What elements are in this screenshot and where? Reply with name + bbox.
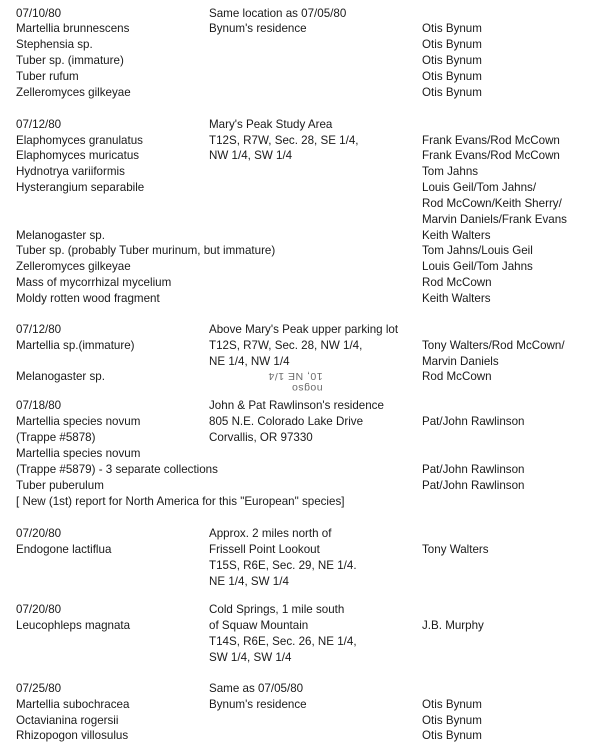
collector-text: Tom Jahns/Louis Geil [422,244,533,257]
doc-line [0,291,591,307]
doc-line [0,322,591,338]
date-or-species-text: 07/10/80 [16,7,62,20]
location-text: T15S, R6E, Sec. 29, NE 1/4. [209,559,357,572]
doc-line [0,21,591,37]
location-text: NW 1/4, SW 1/4 [209,149,293,162]
collector-text: Rod McCown [422,370,492,383]
doc-line [0,446,591,462]
location-text: Frissell Point Lookout [209,543,320,556]
location-text: T14S, R6E, Sec. 26, NE 1/4, [209,635,357,648]
doc-line [0,602,591,618]
doc-line [0,243,591,259]
date-or-species-text: Endogone lactiflua [16,543,112,556]
doc-line [0,478,591,494]
collector-text: Otis Bynum [422,22,482,35]
date-or-species-text: Melanogaster sp. [16,370,105,383]
collector-text: J.B. Murphy [422,619,484,632]
date-or-species-text: Martellia brunnescens [16,22,130,35]
doc-line [0,69,591,85]
date-or-species-text: Tuber rufum [16,70,79,83]
location-text: T12S, R7W, Sec. 28, NW 1/4, [209,339,363,352]
doc-line [0,354,591,370]
doc-line [0,275,591,291]
doc-line [0,6,591,22]
doc-line [0,728,591,744]
date-or-species-text: 07/20/80 [16,527,62,540]
collector-text: Otis Bynum [422,70,482,83]
collector-text: Louis Geil/Tom Jahns/ [422,181,537,194]
collector-text: Otis Bynum [422,729,482,742]
location-text: of Squaw Mountain [209,619,309,632]
doc-line [0,430,591,446]
doc-line [0,228,591,244]
doc-line [0,196,591,212]
location-text: Same location as 07/05/80 [209,7,347,20]
doc-line [0,398,591,414]
date-or-species-text: Elaphomyces granulatus [16,134,143,147]
date-or-species-text: Tuber sp. (probably Tuber murinum, but immature) [16,244,276,257]
location-text: Bynum's residence [209,22,307,35]
doc-line [0,414,591,430]
date-or-species-text: [ New (1st) report for North America for this "European" species] [16,495,345,508]
collector-text: Tony Walters [422,543,489,556]
date-or-species-text: 07/20/80 [16,603,62,616]
date-or-species-text: 07/12/80 [16,118,62,131]
location-text: John & Pat Rawlinson's residence [209,399,384,412]
doc-line [0,542,591,558]
doc-line [0,117,591,133]
collector-text: Otis Bynum [422,86,482,99]
doc-line [0,148,591,164]
doc-line [0,53,591,69]
date-or-species-text: Leucophleps magnata [16,619,131,632]
doc-line [0,650,591,666]
collector-text: Otis Bynum [422,698,482,711]
collector-text: Marvin Daniels/Frank Evans [422,213,567,226]
location-text: Corvallis, OR 97330 [209,431,313,444]
doc-line [0,526,591,542]
doc-line [0,133,591,149]
doc-line [0,697,591,713]
location-text: T12S, R7W, Sec. 28, SE 1/4, [209,134,359,147]
location-text: NE 1/4, NW 1/4 [209,355,290,368]
collector-text: Keith Walters [422,229,491,242]
collector-text: Frank Evans/Rod McCown [422,134,560,147]
date-or-species-text: Martellia subochracea [16,698,130,711]
date-or-species-text: 07/25/80 [16,682,62,695]
location-text: Mary's Peak Study Area [209,118,333,131]
location-text: Above Mary's Peak upper parking lot [209,323,399,336]
date-or-species-text: Tuber sp. (immature) [16,54,124,67]
location-text: 805 N.E. Colorado Lake Drive [209,415,364,428]
collector-text: Frank Evans/Rod McCown [422,149,560,162]
date-or-species-text: Mass of mycorrhizal mycelium [16,276,172,289]
doc-line [0,574,591,590]
doc-line [0,164,591,180]
date-or-species-text: Rhizopogon villosulus [16,729,129,742]
doc-line [0,713,591,729]
doc-line [0,259,591,275]
date-or-species-text: Melanogaster sp. [16,229,105,242]
doc-line [0,634,591,650]
collector-text: Otis Bynum [422,714,482,727]
date-or-species-text: Stephensia sp. [16,38,93,51]
doc-line [0,369,591,385]
location-text: NE 1/4, SW 1/4 [209,575,289,588]
doc-line [0,558,591,574]
date-or-species-text: Elaphomyces muricatus [16,149,140,162]
bleed-line-1: nogso [291,382,323,394]
date-or-species-text: 07/12/80 [16,323,62,336]
collector-text: Tony Walters/Rod McCown/ [422,339,565,352]
doc-line [0,37,591,53]
location-text: Approx. 2 miles north of [209,527,332,540]
collector-text: Tom Jahns [422,165,479,178]
location-text: Bynum's residence [209,698,307,711]
date-or-species-text: (Trappe #5878) [16,431,96,444]
collector-text: Pat/John Rawlinson [422,415,525,428]
collector-text: Louis Geil/Tom Jahns [422,260,533,273]
location-text: Cold Springs, 1 mile south [209,603,345,616]
date-or-species-text: (Trappe #5879) - 3 separate collections [16,463,218,476]
date-or-species-text: Zelleromyces gilkeyae [16,260,131,273]
doc-line [0,462,591,478]
doc-line [0,338,591,354]
location-text: Same as 07/05/80 [209,682,304,695]
date-or-species-text: Martellia sp.(immature) [16,339,135,352]
date-or-species-text: Tuber puberulum [16,479,104,492]
collector-text: Rod McCown/Keith Sherry/ [422,197,562,210]
collector-text: Rod McCown [422,276,492,289]
doc-line [0,212,591,228]
date-or-species-text: Octavianina rogersii [16,714,119,727]
collector-text: Pat/John Rawlinson [422,463,525,476]
date-or-species-text: 07/18/80 [16,399,62,412]
doc-line [0,85,591,101]
date-or-species-text: Moldy rotten wood fragment [16,292,160,305]
collector-text: Pat/John Rawlinson [422,479,525,492]
date-or-species-text: Martellia species novum [16,447,141,460]
date-or-species-text: Hysterangium separabile [16,181,145,194]
bleed-line-2: 10, NE 1/4 [268,370,323,382]
location-text: SW 1/4, SW 1/4 [209,651,292,664]
doc-line [0,180,591,196]
collector-text: Keith Walters [422,292,491,305]
collector-text: Marvin Daniels [422,355,499,368]
doc-line [0,681,591,697]
date-or-species-text: Martellia species novum [16,415,141,428]
doc-line [0,494,591,510]
collector-text: Otis Bynum [422,38,482,51]
date-or-species-text: Hydnotrya variiformis [16,165,125,178]
collector-text: Otis Bynum [422,54,482,67]
date-or-species-text: Zelleromyces gilkeyae [16,86,131,99]
doc-line [0,618,591,634]
